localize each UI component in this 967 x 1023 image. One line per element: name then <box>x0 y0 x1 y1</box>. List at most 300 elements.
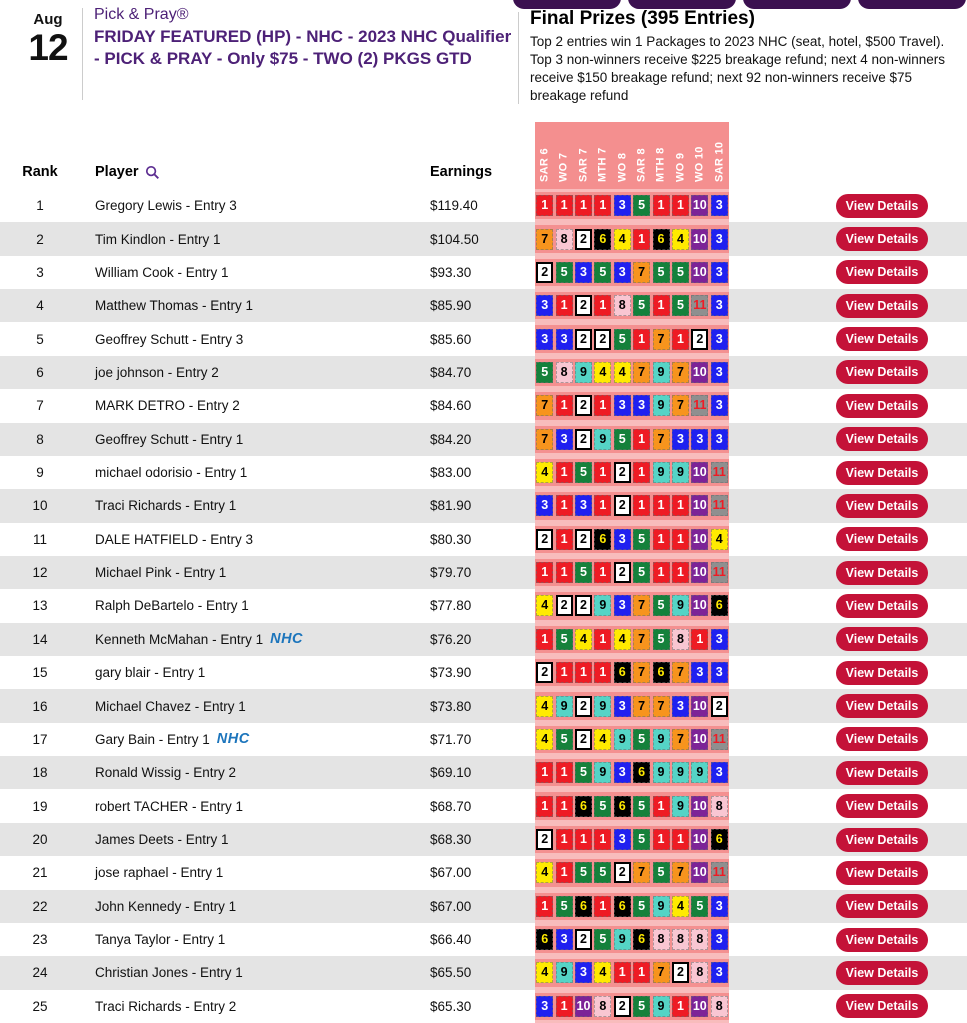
horse-number-tile: 5 <box>594 862 611 883</box>
earnings-cell: $104.50 <box>430 231 479 247</box>
horse-number-tile: 2 <box>614 462 631 483</box>
horse-number-tile: 7 <box>653 696 670 717</box>
contest-brand: Pick & Pray® <box>94 6 189 23</box>
picks-strip <box>535 222 729 255</box>
player-name: Ronald Wissig - Entry 2 <box>95 765 237 781</box>
horse-number-tile: 7 <box>633 362 650 383</box>
view-details-button[interactable]: View Details <box>836 694 928 718</box>
pick-cell <box>554 362 573 383</box>
table-row <box>0 556 967 589</box>
view-details-button[interactable]: View Details <box>836 961 928 985</box>
picks-strip <box>535 756 729 789</box>
rank-cell: 1 <box>36 198 44 214</box>
horse-number-tile: 1 <box>575 829 592 850</box>
pick-cell <box>690 462 709 483</box>
horse-number-tile: 4 <box>711 529 728 550</box>
table-row <box>0 489 967 522</box>
horse-number-tile: 5 <box>633 529 650 550</box>
horse-number-tile: 11 <box>711 729 728 750</box>
pick-cell <box>651 462 670 483</box>
horse-number-tile: 1 <box>594 495 611 516</box>
rank-cell: 18 <box>32 765 48 781</box>
pick-cell <box>613 262 632 283</box>
horse-number-tile: 1 <box>556 195 573 216</box>
pick-cell <box>632 996 651 1017</box>
player-cell <box>95 789 425 822</box>
contest-title-block <box>94 6 516 70</box>
horse-number-tile: 11 <box>691 295 708 316</box>
picks-strip <box>535 489 729 522</box>
pick-cell <box>632 962 651 983</box>
pick-cell <box>671 862 690 883</box>
pick-cell <box>574 696 593 717</box>
horse-number-tile: 9 <box>594 595 611 616</box>
horse-number-tile: 7 <box>672 395 689 416</box>
pick-cell <box>554 295 573 316</box>
horse-number-tile: 3 <box>711 962 728 983</box>
horse-number-tile: 6 <box>633 762 650 783</box>
rank-cell: 25 <box>32 998 48 1014</box>
horse-number-tile: 7 <box>633 662 650 683</box>
horse-number-tile: 3 <box>711 295 728 316</box>
picks-strip <box>535 923 729 956</box>
pick-cell <box>613 329 632 350</box>
view-details-button[interactable]: View Details <box>836 994 928 1018</box>
horse-number-tile: 4 <box>672 896 689 917</box>
horse-number-tile: 2 <box>575 229 592 250</box>
earnings-cell: $84.70 <box>430 364 472 380</box>
earnings-cell: $66.40 <box>430 932 472 948</box>
horse-number-tile: 4 <box>536 462 553 483</box>
pick-cell <box>651 696 670 717</box>
table-row <box>0 456 967 489</box>
table-row <box>0 890 967 923</box>
horse-number-tile: 1 <box>594 629 611 650</box>
pick-cell <box>671 462 690 483</box>
horse-number-tile: 6 <box>594 229 611 250</box>
pick-cell <box>690 996 709 1017</box>
horse-number-tile: 8 <box>653 929 670 950</box>
table-row <box>0 656 967 689</box>
horse-number-tile: 3 <box>614 529 631 550</box>
pick-cell <box>671 696 690 717</box>
pick-cell <box>593 762 612 783</box>
horse-number-tile: 3 <box>711 662 728 683</box>
horse-number-tile: 3 <box>536 996 553 1017</box>
horse-number-tile: 3 <box>711 262 728 283</box>
picks-strip <box>535 356 729 389</box>
pick-cell <box>690 662 709 683</box>
race-headers <box>535 122 729 189</box>
rank-cell: 6 <box>36 364 44 380</box>
table-row <box>0 756 967 789</box>
table-row <box>0 389 967 422</box>
pick-cell <box>632 395 651 416</box>
horse-number-tile: 5 <box>614 429 631 450</box>
horse-number-tile: 10 <box>691 262 708 283</box>
race-header-label: WO 9 <box>674 152 687 182</box>
horse-number-tile: 1 <box>594 395 611 416</box>
view-details-cell <box>836 489 936 522</box>
final-prizes-heading: Final Prizes (395 Entries) <box>530 8 755 29</box>
view-details-button[interactable]: View Details <box>836 394 928 418</box>
horse-number-tile: 9 <box>672 462 689 483</box>
view-details-button[interactable]: View Details <box>836 761 928 785</box>
horse-number-tile: 7 <box>536 229 553 250</box>
view-details-cell <box>836 322 936 355</box>
pick-cell <box>690 595 709 616</box>
view-details-button[interactable]: View Details <box>836 494 928 518</box>
pick-cell <box>574 829 593 850</box>
horse-number-tile: 11 <box>711 862 728 883</box>
view-details-button[interactable]: View Details <box>836 561 928 585</box>
pick-cell <box>690 429 709 450</box>
view-details-button[interactable]: View Details <box>836 894 928 918</box>
view-details-button[interactable]: View Details <box>836 727 928 751</box>
horse-number-tile: 1 <box>672 195 689 216</box>
picks-strip <box>535 956 729 989</box>
pick-cell <box>574 362 593 383</box>
pick-cell <box>535 229 554 250</box>
horse-number-tile: 3 <box>711 395 728 416</box>
pick-cell <box>632 362 651 383</box>
pick-cell <box>671 762 690 783</box>
view-details-button[interactable]: View Details <box>836 360 928 384</box>
horse-number-tile: 6 <box>575 896 592 917</box>
horse-number-tile: 9 <box>653 395 670 416</box>
player-name: Ralph DeBartelo - Entry 1 <box>95 598 249 614</box>
player-cell <box>95 289 425 322</box>
horse-number-tile: 6 <box>653 662 670 683</box>
pick-cell <box>554 962 573 983</box>
horse-number-tile: 10 <box>691 462 708 483</box>
pick-cell <box>535 495 554 516</box>
horse-number-tile: 4 <box>536 595 553 616</box>
picks-cell <box>535 322 729 355</box>
horse-number-tile: 2 <box>711 696 728 717</box>
pick-cell <box>613 195 632 216</box>
view-details-cell <box>836 456 936 489</box>
pick-cell <box>651 395 670 416</box>
horse-number-tile: 3 <box>575 962 592 983</box>
view-details-button[interactable]: View Details <box>836 861 928 885</box>
pick-cell <box>613 829 632 850</box>
pick-cell <box>574 495 593 516</box>
view-details-button[interactable]: View Details <box>836 294 928 318</box>
horse-number-tile: 7 <box>633 595 650 616</box>
view-details-button[interactable]: View Details <box>836 928 928 952</box>
view-details-button[interactable]: View Details <box>836 828 928 852</box>
pick-cell <box>690 729 709 750</box>
earnings-cell: $80.30 <box>430 531 472 547</box>
picks-cell <box>535 956 729 989</box>
pick-cell <box>593 996 612 1017</box>
horse-number-tile: 5 <box>633 295 650 316</box>
player-cell <box>95 556 425 589</box>
pick-cell <box>690 829 709 850</box>
rank-cell: 5 <box>36 331 44 347</box>
horse-number-tile: 2 <box>575 595 592 616</box>
horse-number-tile: 2 <box>536 829 553 850</box>
earnings-cell: $76.20 <box>430 631 472 647</box>
horse-number-tile: 1 <box>556 462 573 483</box>
horse-number-tile: 1 <box>556 996 573 1017</box>
pick-cell <box>535 462 554 483</box>
pick-cell <box>710 462 729 483</box>
pick-cell <box>574 229 593 250</box>
table-row <box>0 356 967 389</box>
view-details-button[interactable]: View Details <box>836 327 928 351</box>
pick-cell <box>613 729 632 750</box>
view-details-cell <box>836 523 936 556</box>
horse-number-tile: 10 <box>691 362 708 383</box>
pick-cell <box>651 362 670 383</box>
view-details-cell <box>836 189 936 222</box>
horse-number-tile: 1 <box>536 796 553 817</box>
horse-number-tile: 10 <box>691 696 708 717</box>
pick-cell <box>710 529 729 550</box>
pick-cell <box>574 929 593 950</box>
pick-cell <box>710 195 729 216</box>
race-header-label: MTH 8 <box>655 147 668 182</box>
pick-cell <box>535 929 554 950</box>
pick-cell <box>593 595 612 616</box>
horse-number-tile: 3 <box>536 495 553 516</box>
view-details-button[interactable]: View Details <box>836 194 928 218</box>
race-header-label: SAR 10 <box>713 141 726 182</box>
horse-number-tile: 1 <box>653 796 670 817</box>
horse-number-tile: 8 <box>691 929 708 950</box>
pick-cell <box>651 829 670 850</box>
horse-number-tile: 7 <box>672 862 689 883</box>
pick-cell <box>574 395 593 416</box>
player-name: Christian Jones - Entry 1 <box>95 965 243 981</box>
player-cell <box>95 956 425 989</box>
view-details-button[interactable]: View Details <box>836 260 928 284</box>
horse-number-tile: 9 <box>653 762 670 783</box>
pick-cell <box>574 962 593 983</box>
pick-cell <box>593 962 612 983</box>
pick-cell <box>554 329 573 350</box>
pick-cell <box>671 996 690 1017</box>
horse-number-tile: 1 <box>672 996 689 1017</box>
race-header-label: WO 7 <box>558 152 571 182</box>
picks-cell <box>535 823 729 856</box>
table-row <box>0 990 967 1023</box>
horse-number-tile: 6 <box>575 796 592 817</box>
player-name: Geoffrey Schutt - Entry 3 <box>95 331 244 347</box>
pick-cell <box>710 729 729 750</box>
horse-number-tile: 8 <box>672 629 689 650</box>
table-row <box>0 923 967 956</box>
picks-strip <box>535 523 729 556</box>
pick-cell <box>535 262 554 283</box>
view-details-button[interactable]: View Details <box>836 661 928 685</box>
pick-cell <box>574 862 593 883</box>
earnings-cell: $68.70 <box>430 798 472 814</box>
pick-cell <box>671 262 690 283</box>
horse-number-tile: 9 <box>672 796 689 817</box>
pick-cell <box>554 229 573 250</box>
horse-number-tile: 3 <box>556 429 573 450</box>
pick-cell <box>613 429 632 450</box>
view-details-button[interactable]: View Details <box>836 427 928 451</box>
horse-number-tile: 3 <box>614 696 631 717</box>
pick-cell <box>554 262 573 283</box>
pick-cell <box>593 896 612 917</box>
earnings-cell: $84.60 <box>430 398 472 414</box>
rank-cell: 10 <box>32 498 48 514</box>
horse-number-tile: 6 <box>653 229 670 250</box>
horse-number-tile: 1 <box>594 462 611 483</box>
horse-number-tile: 3 <box>711 629 728 650</box>
horse-number-tile: 7 <box>633 262 650 283</box>
pick-cell <box>632 729 651 750</box>
horse-number-tile: 9 <box>653 362 670 383</box>
search-icon[interactable] <box>145 165 160 180</box>
picks-strip <box>535 990 729 1023</box>
horse-number-tile: 3 <box>614 262 631 283</box>
horse-number-tile: 5 <box>672 295 689 316</box>
pick-cell <box>632 629 651 650</box>
table-row <box>0 322 967 355</box>
horse-number-tile: 10 <box>691 195 708 216</box>
earnings-cell: $93.30 <box>430 264 472 280</box>
picks-strip <box>535 689 729 722</box>
horse-number-tile: 1 <box>633 962 650 983</box>
view-details-button[interactable]: View Details <box>836 594 928 618</box>
horse-number-tile: 3 <box>614 829 631 850</box>
pick-cell <box>632 495 651 516</box>
pick-cell <box>613 796 632 817</box>
horse-number-tile: 6 <box>711 595 728 616</box>
view-details-cell <box>836 656 936 689</box>
pick-cell <box>613 996 632 1017</box>
horse-number-tile: 1 <box>594 829 611 850</box>
pick-cell <box>535 962 554 983</box>
picks-cell <box>535 856 729 889</box>
horse-number-tile: 1 <box>633 495 650 516</box>
contest-title: FRIDAY FEATURED (HP) - NHC - 2023 NHC Qualifier - PICK & PRAY - Only $75 - TWO (2) PKGS GTD <box>94 27 512 68</box>
player-cell <box>95 990 425 1023</box>
horse-number-tile: 4 <box>536 862 553 883</box>
player-cell <box>95 322 425 355</box>
pick-cell <box>554 696 573 717</box>
horse-number-tile: 7 <box>536 395 553 416</box>
pick-cell <box>613 862 632 883</box>
horse-number-tile: 1 <box>633 429 650 450</box>
table-header <box>0 158 967 188</box>
horse-number-tile: 9 <box>653 462 670 483</box>
table-row <box>0 856 967 889</box>
pick-cell <box>710 629 729 650</box>
rank-cell: 17 <box>32 731 48 747</box>
pick-cell <box>535 729 554 750</box>
pick-cell <box>651 896 670 917</box>
pick-cell <box>651 562 670 583</box>
pick-cell <box>651 796 670 817</box>
view-details-button[interactable]: View Details <box>836 794 928 818</box>
view-details-button[interactable]: View Details <box>836 227 928 251</box>
picks-cell <box>535 990 729 1023</box>
horse-number-tile: 6 <box>614 796 631 817</box>
rank-cell: 11 <box>32 531 47 547</box>
pick-cell <box>690 762 709 783</box>
pick-cell <box>632 329 651 350</box>
horse-number-tile: 5 <box>575 462 592 483</box>
horse-number-tile: 5 <box>633 896 650 917</box>
prizes-divider <box>518 12 519 104</box>
horse-number-tile: 10 <box>691 495 708 516</box>
horse-number-tile: 4 <box>594 962 611 983</box>
pick-cell <box>613 395 632 416</box>
player-cell <box>95 489 425 522</box>
picks-strip <box>535 623 729 656</box>
pick-cell <box>554 195 573 216</box>
pick-cell <box>535 295 554 316</box>
pick-cell <box>632 696 651 717</box>
horse-number-tile: 8 <box>594 996 611 1017</box>
pick-cell <box>632 229 651 250</box>
pick-cell <box>574 629 593 650</box>
pick-cell <box>535 996 554 1017</box>
view-details-button[interactable]: View Details <box>836 527 928 551</box>
horse-number-tile: 1 <box>672 529 689 550</box>
player-name: Tanya Taylor - Entry 1 <box>95 932 226 948</box>
horse-number-tile: 9 <box>556 696 573 717</box>
horse-number-tile: 10 <box>575 996 592 1017</box>
pick-cell <box>593 729 612 750</box>
header-divider <box>82 8 83 100</box>
horse-number-tile: 1 <box>653 295 670 316</box>
rank-cell: 20 <box>32 832 48 847</box>
picks-strip <box>535 589 729 622</box>
horse-number-tile: 1 <box>614 962 631 983</box>
pick-cell <box>690 495 709 516</box>
horse-number-tile: 1 <box>594 562 611 583</box>
pick-cell <box>671 929 690 950</box>
horse-number-tile: 1 <box>633 462 650 483</box>
horse-number-tile: 3 <box>536 295 553 316</box>
horse-number-tile: 7 <box>672 662 689 683</box>
table-row <box>0 723 967 756</box>
horse-number-tile: 10 <box>691 729 708 750</box>
horse-number-tile: 3 <box>614 195 631 216</box>
pick-cell <box>613 595 632 616</box>
player-name: John Kennedy - Entry 1 <box>95 898 237 914</box>
horse-number-tile: 2 <box>594 329 611 350</box>
player-cell <box>95 723 425 756</box>
player-cell <box>95 356 425 389</box>
horse-number-tile: 8 <box>672 929 689 950</box>
pick-cell <box>632 662 651 683</box>
view-details-button[interactable]: View Details <box>836 627 928 651</box>
horse-number-tile: 2 <box>575 429 592 450</box>
pick-cell <box>690 796 709 817</box>
pick-cell <box>690 696 709 717</box>
table-row <box>0 789 967 822</box>
horse-number-tile: 7 <box>536 429 553 450</box>
view-details-button[interactable]: View Details <box>836 461 928 485</box>
pick-cell <box>554 662 573 683</box>
pick-cell <box>690 529 709 550</box>
horse-number-tile: 2 <box>575 395 592 416</box>
horse-number-tile: 5 <box>653 595 670 616</box>
horse-number-tile: 1 <box>556 662 573 683</box>
horse-number-tile: 1 <box>536 562 553 583</box>
table-row <box>0 222 967 255</box>
player-cell <box>95 890 425 923</box>
